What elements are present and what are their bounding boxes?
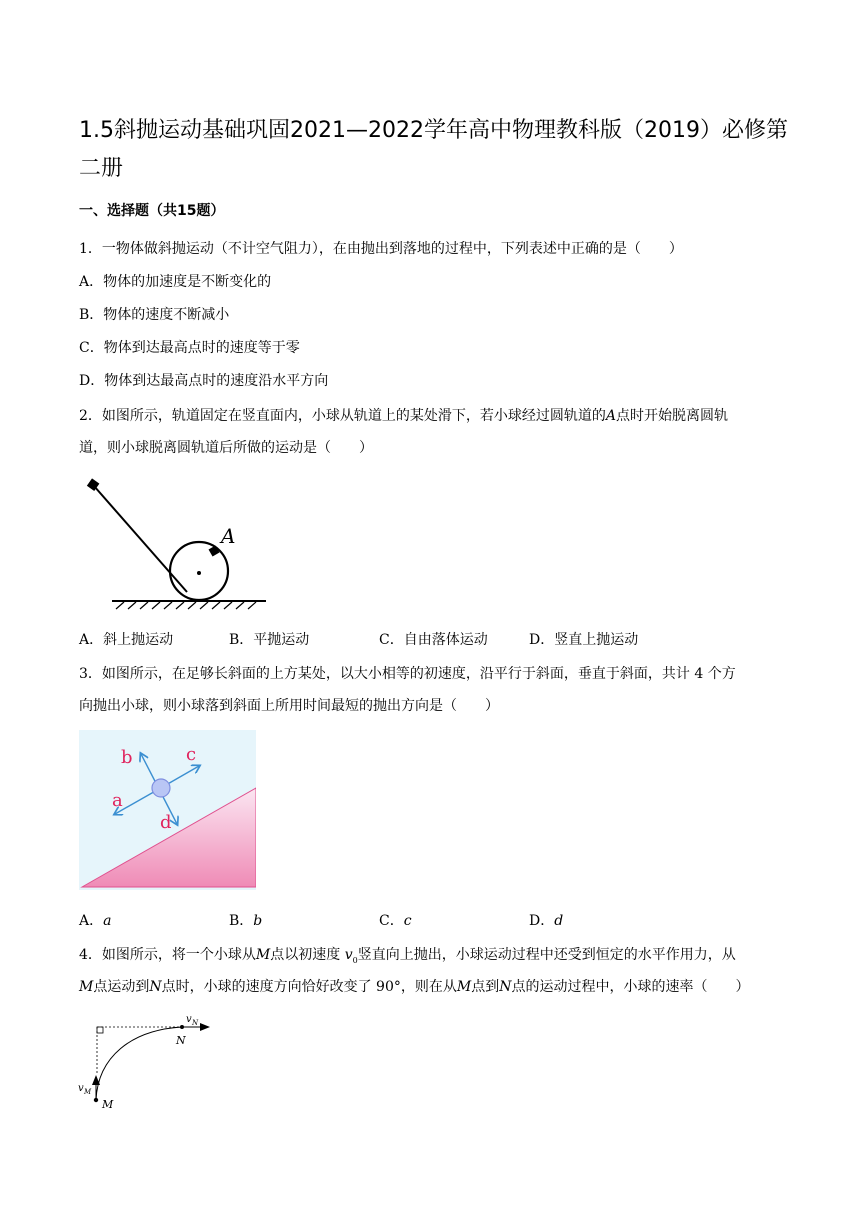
ball xyxy=(152,779,170,797)
question-2-stem-line2: 道，则小球脱离圆轨道后所做的运动是（ ） xyxy=(79,440,373,456)
label-b: b xyxy=(121,747,133,768)
question-4-stem-line1: 4．如图所示，将一个小球从M点以初速度 $v_0$竖直向上抛出，小球运动过程中还受到恒定的水平作用力，从 xyxy=(79,947,736,965)
question-3-option-d: D．d xyxy=(529,913,564,929)
velocity-N-arrowhead xyxy=(200,1023,210,1031)
question-1-option-d: D．物体到达最高点时的速度沿水平方向 xyxy=(79,373,329,389)
label-vM-sub: M xyxy=(84,1088,92,1096)
point-N xyxy=(180,1025,184,1029)
question-2-options xyxy=(79,629,799,651)
trajectory xyxy=(96,1027,182,1100)
velocity-M-arrowhead xyxy=(92,1075,100,1085)
label-M: M xyxy=(102,1098,114,1111)
label-d: d xyxy=(160,812,172,833)
question-3-stem-line1: 3．如图所示，在足够长斜面的上方某处，以大小相等的初速度，沿平行于斜面，垂直于斜面，共计 4 个方 xyxy=(79,666,736,682)
right-angle-mark xyxy=(97,1027,103,1033)
question-3-stem-line2: 向抛出小球，则小球落到斜面上所用时间最短的抛出方向是（ ） xyxy=(79,698,499,714)
question-2-stem-line1: 2．如图所示，轨道固定在竖直面内，小球从轨道上的某处滑下，若小球经过圆轨道的A点时开始脱离圆轨 xyxy=(79,408,729,424)
label-vN: v xyxy=(186,1014,192,1025)
slope-track xyxy=(94,486,187,592)
figure-label-A: A xyxy=(221,524,236,548)
question-1-option-c: C．物体到达最高点时的速度等于零 xyxy=(79,340,300,356)
label-N: N xyxy=(176,1034,186,1047)
question-1-option-a: A．物体的加速度是不断变化的 xyxy=(79,274,272,290)
label-vN-sub: N xyxy=(192,1019,199,1027)
question-3-options xyxy=(79,910,799,932)
question-3-option-a: A．a xyxy=(79,913,112,929)
question-4-stem-line2: M点运动到N点时，小球的速度方向恰好改变了 90°，则在从M点到N点的运动过程中，小球的速率（ ） xyxy=(79,979,750,995)
question-2-option-c: C．自由落体运动 xyxy=(379,632,488,648)
question-2-option-b: B．平抛运动 xyxy=(229,632,310,648)
label-vM: v xyxy=(78,1083,84,1094)
question-2-option-d: D．竖直上抛运动 xyxy=(529,632,639,648)
ground-hatching xyxy=(116,602,256,609)
question-3-figure xyxy=(79,730,256,890)
question-4-figure xyxy=(76,1012,216,1112)
document-title: 1.5斜抛运动基础巩固2021—2022学年高中物理教科版（2019）必修第二册 xyxy=(79,118,788,181)
label-a: a xyxy=(112,790,123,811)
question-1-stem: 1．一物体做斜抛运动（不计空气阻力），在由抛出到落地的过程中，下列表述中正确的是（ ） xyxy=(79,241,683,257)
circle-center xyxy=(197,571,201,575)
ball-at-A xyxy=(209,546,220,557)
question-1-option-b: B．物体的速度不断减小 xyxy=(79,307,230,323)
question-2-option-a: A．斜上抛运动 xyxy=(79,632,174,648)
question-3-option-c: C．c xyxy=(379,913,412,929)
question-2-figure xyxy=(84,474,270,610)
section-heading: 一、选择题（共15题） xyxy=(79,203,225,219)
question-3-option-b: B．b xyxy=(229,913,263,929)
label-c: c xyxy=(186,744,197,765)
point-M xyxy=(94,1098,98,1102)
